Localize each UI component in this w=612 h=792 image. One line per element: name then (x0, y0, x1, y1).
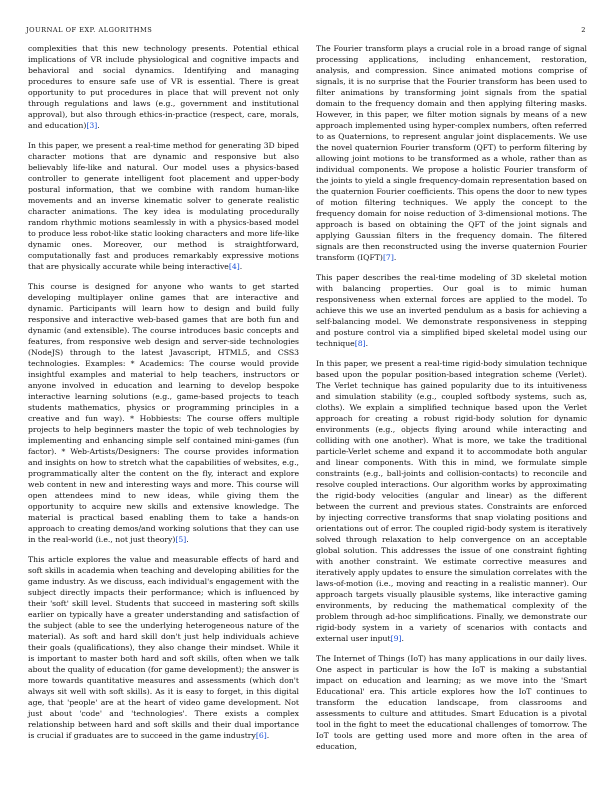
running-head (26, 26, 586, 38)
citation-link[interactable]: [5] (175, 535, 187, 544)
paragraph-text: This article explores the value and measurable effects of hard and soft skills in academia when teaching and developing abilities for the game industry. As we discuss, each individual's engagement with the subject directly impacts their performance; which is influenced by their 'soft' skill level. Students that succeed in mastering soft skills earlier on typically have a greater understanding and satisfaction of the subject (able to see the underlying heterogeneous nature of the material). As soft and hard skill don't just help individuals achieve their goals (qualifications), they also change their mindset. While it is important to master both hard and soft skills, often when we talk about the quality of education (for game development); the answer is more towards quantitative measures and assessments (which don't always sit well with soft skills). As it is easy to forget, in this digital age, that 'people' are at the heart of video game development. Not just about 'code' and 'technologies'. There exists a complex relationship between hard and soft skills and their dual importance is crucial if graduates are to succeed in the game industry (28, 555, 299, 740)
paragraph-text: The Fourier transform plays a crucial role in a broad range of signal processing applications, including enhancement, restoration, analysis, and compression. Since animated motions comprise of signals, it is no surprise that the Fourier transform has been used to filter animations by transforming joint signals from the spatial domain to the frequency domain and then applying filtering masks. However, in this paper, we filter motion signals by means of a new approach implemented using hyper-complex numbers, often referred to as Quaternions, to represent angular joint displacements. We use the novel quaternion Fourier transform (QFT) to perform filtering by allowing joint motions to be transformed as a whole, rather than as individual components. We propose a holistic Fourier transform of the joints to yield a single frequency-domain representation based on the quaternion Fourier coefficients. This opens the door to new types of motion filtering techniques. We apply the concept to the frequency domain for noise reduction of 3-dimensional motions. The approach is based on obtaining the QFT of the joint signals and applying Gaussian filters in the frequency domain. The filtered signals are then reconstructed using the inverse quaternion Fourier transform (IQFT) (316, 44, 587, 262)
journal-title: JOURNAL OF EXP. ALGORITHMS (26, 26, 153, 34)
paragraph: In this paper, we present a real-time method for generating 3D biped character motions that are dynamic and responsive but also believably life-like and natural. Our model uses a physics-based controller to generate intelligent foot placement and upper-body postural information, that we combine with random human-like movements and an inverse kinematic solver to generate realistic character animations. The key idea is modulating procedurally random rhythmic motions seamlessly in with a physics-based model to produce less robot-like static looking characters and more life-like dynamic ones. Moreover, our method is straightforward, computationally fast and produces remarkably expressive motions that are physically accurate while being interactive[4]. (28, 141, 299, 271)
paragraph-text: In this paper, we present a real-time method for generating 3D biped character motions that are dynamic and responsive but also believably life-like and natural. Our model uses a physics-based controller to generate intelligent foot placement and upper-body postural information, that we combine with random human-like movements and an inverse kinematic solver to generate realistic character animations. The key idea is modulating procedurally random rhythmic motions seamlessly in with a physics-based model to produce less robot-like static looking characters and more life-like dynamic ones. Moreover, our method is straightforward, computationally fast and produces remarkably expressive motions that are physically accurate while being interactive (28, 141, 299, 271)
paragraph: In this paper, we present a real-time rigid-body simulation technique based upon the popular position-based integration scheme (Verlet). The Verlet technique has gained popularity due to its intuitiveness and simulation stability (e.g., coupled softbody systems, such as, cloths). We explain a simplified technique based upon the Verlet approach for creating a robust rigid-body solution for dynamic environments (e.g., objects flying around while interacting and colliding with one another). What is more, we take the traditional particle-Verlet scheme and expand it to accommodate both angular and linear components. With this in mind, we formulate simple constraints (e.g., ball-joints and collision-contacts) to reconcile and resolve coupled interactions. Our algorithm works by approximating the rigid-body velocities (angular and linear) as the different between the current and previous states. Constraints are enforced by injecting corrective transforms that snap violating positions and orientations out of error. The coupled rigid-body system is iteratively solved through relaxation to help convergence on an acceptable global solution. This addresses the issue of one constraint fighting with another constraint. We estimate corrective measures and iteratively apply updates to ensure the simulation correlates with the laws-of-motion (i.e., moving and reacting in a realistic manner). Our approach targets visually plausible systems, like interactive gaming environments, by reducing the mathematical complexity of the problem through ad-hoc simplifications. Finally, we demonstrate our rigid-body system in a variety of scenarios with contacts and external user input[9]. (316, 359, 587, 643)
paragraph: The Fourier transform plays a crucial role in a broad range of signal processing applications, including enhancement, restoration, analysis, and compression. Since animated motions comprise of signals, it is no surprise that the Fourier transform has been used to filter animations by transforming joint signals from the spatial domain to the frequency domain and then applying filtering masks. However, in this paper, we filter motion signals by means of a new approach implemented using hyper-complex numbers, often referred to as Quaternions, to represent angular joint displacements. We use the novel quaternion Fourier transform (QFT) to perform filtering by allowing joint motions to be transformed as a whole, rather than as individual components. We propose a holistic Fourier transform of the joints to yield a single frequency-domain representation based on the quaternion Fourier coefficients. This opens the door to new types of motion filtering techniques. We apply the concept to the frequency domain for noise reduction of 3-dimensional motions. The approach is based on obtaining the QFT of the joint signals and applying Gaussian filters in the frequency domain. The filtered signals are then reconstructed using the inverse quaternion Fourier transform (IQFT)[7]. (316, 44, 587, 262)
paragraph: complexities that this new technology presents. Potential ethical implications of VR include physiological and cognitive impacts and behavioral and social dynamics. Identifying and managing procedures to ensure safe use of VR is essential. There is great opportunity to put procedures in place that will prevent not only through regulations and laws (e.g., government and institutional approval), but also through ethics-in-practice (respect, care, morals, and education)[3]. (28, 44, 299, 130)
citation-link[interactable]: [9] (390, 634, 402, 643)
paragraph: This article explores the value and measurable effects of hard and soft skills in academia when teaching and developing abilities for the game industry. As we discuss, each individual's engagement with the subject directly impacts their performance; which is influenced by their 'soft' skill level. Students that succeed in mastering soft skills earlier on typically have a greater understanding and satisfaction of the subject (able to see the underlying heterogeneous nature of the material). As soft and hard skill don't just help individuals achieve their goals (qualifications), they also change their mindset. While it is important to master both hard and soft skills, often when we talk about the quality of education (for game development); the answer is more towards quantitative measures and assessments (which don't always sit well with soft skills). As it is easy to forget, in this digital age, that 'people' are at the heart of video game development. Not just about 'code' and 'technologies'. There exists a complex relationship between hard and soft skills and their dual importance is crucial if graduates are to succeed in the game industry[6]. (28, 555, 299, 740)
citation-link[interactable]: [6] (255, 731, 267, 740)
citation-link[interactable]: [3] (86, 121, 98, 130)
left-column (28, 43, 299, 750)
citation-link[interactable]: [7] (382, 253, 394, 262)
paragraph-text: This paper describes the real-time modeling of 3D skeletal motion with balancing properties. Our goal is to mimic human responsiveness when external forces are applied to the model. To achieve this we use an inverted pendulum as a basis for achieving a self-balancing model. We demonstrate responsiveness in stepping and posture control via a simplified biped skeletal model using our technique (316, 273, 587, 348)
paragraph-text: In this paper, we present a real-time rigid-body simulation technique based upon the popular position-based integration scheme (Verlet). The Verlet technique has gained popularity due to its intuitiveness and simulation stability (e.g., coupled softbody systems, such as, cloths). We explain a simplified technique based upon the Verlet approach for creating a robust rigid-body solution for dynamic environments (e.g., objects flying around while interacting and colliding with one another). What is more, we take the traditional particle-Verlet scheme and expand it to accommodate both angular and linear components. With this in mind, we formulate simple constraints (e.g., ball-joints and collision-contacts) to reconcile and resolve coupled interactions. Our algorithm works by approximating the rigid-body velocities (angular and linear) as the different between the current and previous states. Constraints are enforced by injecting corrective transforms that snap violating positions and orientations out of error. The coupled rigid-body system is iteratively solved through relaxation to help convergence on an acceptable global solution. This addresses the issue of one constraint fighting with another constraint. We estimate corrective measures and iteratively apply updates to ensure the simulation correlates with the laws-of-motion (i.e., moving and reacting in a realistic manner). Our approach targets visually plausible systems, like interactive gaming environments, by reducing the mathematical complexity of the problem through ad-hoc simplifications. Finally, we demonstrate our rigid-body system in a variety of scenarios with contacts and external user input (316, 359, 587, 643)
paragraph-text: The Internet of Things (IoT) has many applications in our daily lives. One aspect in particular is how the IoT is making a substantial impact on education and learning; as we move into the 'Smart Educational' era. This article explores how the IoT continues to transform the education landscape, from classrooms and assessments to culture and attitudes. Smart Education is a pivotal tool in the fight to meet the educational challenges of tomorrow. The IoT tools are getting used more and more often in the area of education, (316, 654, 587, 751)
paragraph: This paper describes the real-time modeling of 3D skeletal motion with balancing properties. Our goal is to mimic human responsiveness when external forces are applied to the model. To achieve this we use an inverted pendulum as a basis for achieving a self-balancing model. We demonstrate responsiveness in stepping and posture control via a simplified biped skeletal model using our technique[8]. (316, 273, 587, 348)
paragraph-text: This course is designed for anyone who wants to get started developing multiplayer online games that are interactive and dynamic. Participants will learn how to design and build fully responsive and interactive web-based games that are both fun and dynamic (and extensible). The course introduces basic concepts and features, from responsive web design and server-side technologies (NodeJS) through to the latest Javascript, HTML5, and CSS3 technologies. Examples: * Academics: The course would provide insightful examples and material to help teachers, instructors or anyone involved in education and learning to develop bespoke interactive learning solutions (e.g., game-based projects to teach students mathematics, physics or programming principles in a creative and fun way). * Hobbiests: The course offers multiple projects to help beginners master the topic of web technologies by implementing and enhancing simple self contained mini-games (fun factor). * Web-Artists/Designers: The course provides information and insights on how to stretch what the capabilities of websites, e.g., programmatically alter the content on the fly, interact and explore web content in new and interesting ways and more. This course will open attendees mind to new ideas, while giving them the opportunity to acquire new skills and extensive knowledge. The material is practical based enabling them to take a hands-on approach to creating demos/and working solutions that they can use in the real-world (i.e., not just theory) (28, 282, 299, 544)
right-column (316, 43, 587, 761)
paragraph (316, 653, 587, 752)
citation-link[interactable]: [8] (354, 339, 366, 348)
paragraph: This course is designed for anyone who wants to get started developing multiplayer online games that are interactive and dynamic. Participants will learn how to design and build fully responsive and interactive web-based games that are both fun and dynamic (and extensible). The course introduces basic concepts and features, from responsive web design and server-side technologies (NodeJS) through to the latest Javascript, HTML5, and CSS3 technologies. Examples: * Academics: The course would provide insightful examples and material to help teachers, instructors or anyone involved in education and learning to develop bespoke interactive learning solutions (e.g., game-based projects to teach students mathematics, physics or programming principles in a creative and fun way). * Hobbiests: The course offers multiple projects to help beginners master the topic of web technologies by implementing and enhancing simple self contained mini-games (fun factor). * Web-Artists/Designers: The course provides information and insights on how to stretch what the capabilities of websites, e.g., programmatically alter the content on the fly, interact and explore web content in new and interesting ways and more. This course will open attendees mind to new ideas, while giving them the opportunity to acquire new skills and extensive knowledge. The material is practical based enabling them to take a hands-on approach to creating demos/and working solutions that they can use in the real-world (i.e., not just theory)[5]. (28, 282, 299, 544)
page-number: 2 (581, 26, 586, 34)
paragraph-text: complexities that this new technology presents. Potential ethical implications of VR include physiological and cognitive impacts and behavioral and social dynamics. Identifying and managing procedures to ensure safe use of VR is essential. There is great opportunity to put procedures in place that will prevent not only through regulations and laws (e.g., government and institutional approval), but also through ethics-in-practice (respect, care, morals, and education) (28, 44, 299, 130)
citation-link[interactable]: [4] (228, 262, 240, 271)
